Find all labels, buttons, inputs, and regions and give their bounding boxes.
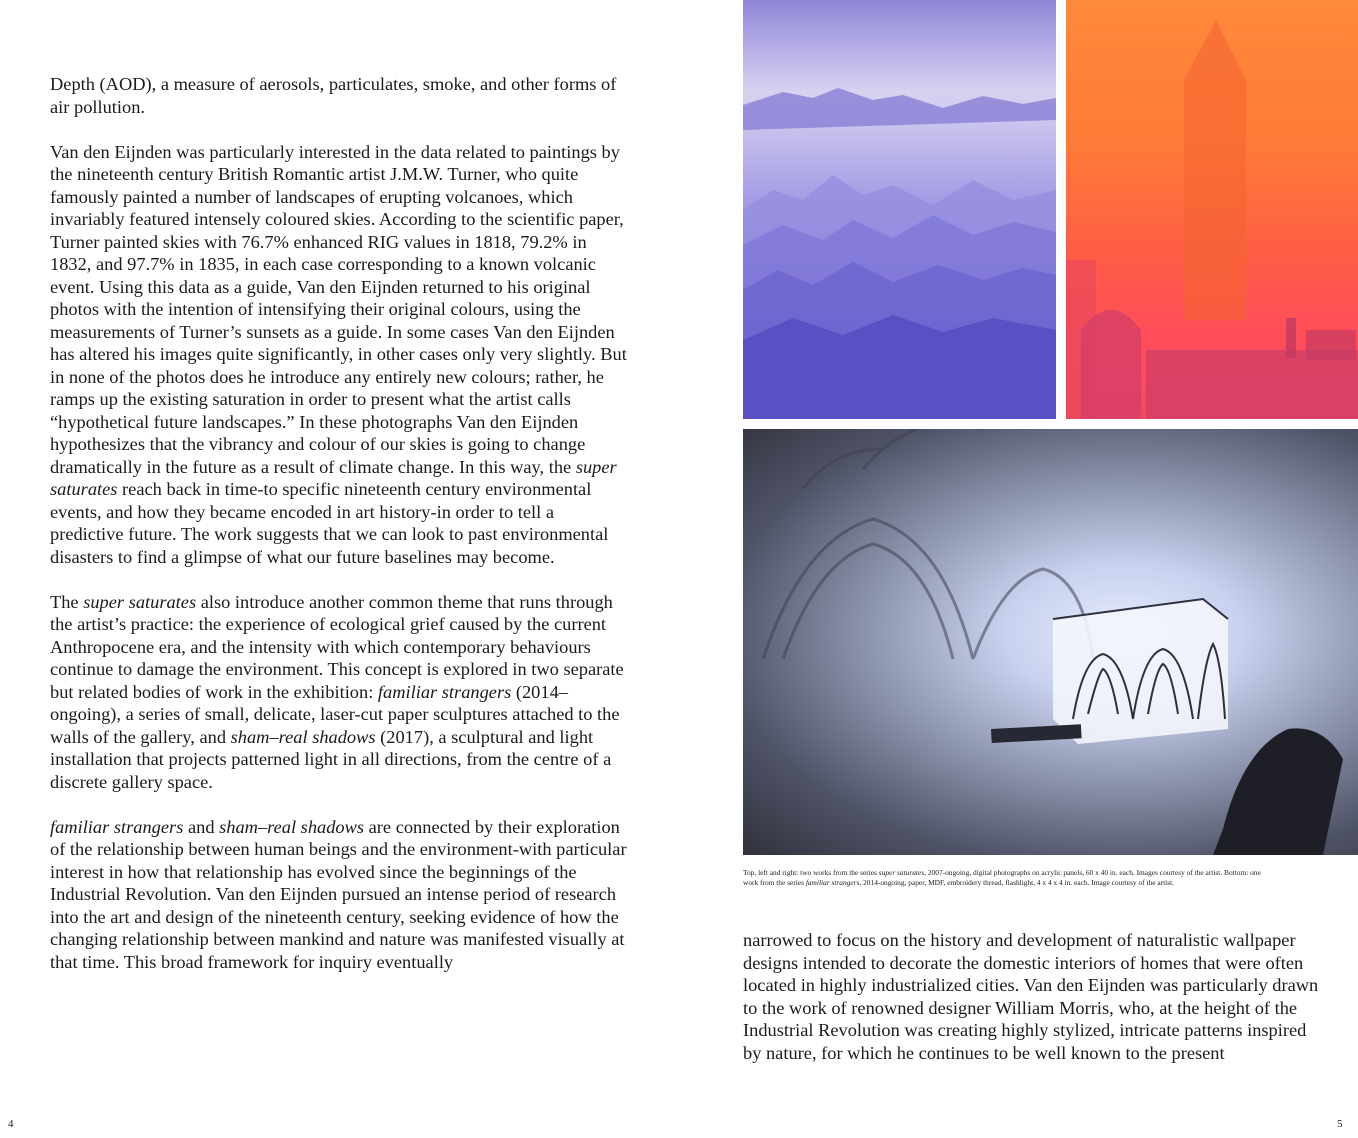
- paragraph-william-morris: narrowed to focus on the history and development of naturalistic wallpaper designs intended to decorate the domestic interiors of homes that were often located in highly industrialized cities. Van den Eijnden was particularly drawn to the work of renowned designer William Morris, who, at the height of the Industrial Revolution was creating highly stylized, intricate patterns inspired by nature, for which he continues to be well known to the present: [743, 930, 1319, 1063]
- paragraph-ecological-grief: The super saturates also introduce another common theme that runs through the artist’s practice: the experience of ecological grief caused by the current Anthropocene era, and the intensity with which contemporary behaviours continue to damage the environment. This concept is explored in two separate but related bodies of work in the exhibition: familiar strangers (2014–ongoing), a series of small, delicate, laser-cut paper sculptures attached to the walls of the gallery, and sham–real shadows (2017), a sculptural and light installation that projects patterned light in all directions, from the centre of a discrete gallery space.: [50, 591, 624, 792]
- image-caption: Top, left and right: two works from the series super saturates, 2007-ongoing, digital photographs on acrylic panels, 60 x 40 in. each. Images courtesy of the artist. Bottom: one work from the series familiar strangers, 2014-ongoing, paper, MDF, embroidery thread, flashlight, 4 x 4 x 4 in. each. Image courtesy of the artist.: [743, 868, 1261, 887]
- paragraph-industrial-revolution: familiar strangers and sham–real shadows are connected by their exploration of the relationship between human beings and the environment-with particular interest in how that relationship has evolved since the beginnings of the Industrial Revolution. Van den Eijnden pursued an intense period of research into the art and design of the nineteenth century, seeking evidence of how the changing relationship between mankind and nature was manifested visually at that time. This broad framework for inquiry eventually: [50, 816, 627, 972]
- city-sunset-photo: [1066, 0, 1358, 419]
- mountain-landscape-photo: [743, 0, 1056, 419]
- laser-cut-lamp-photo: [743, 429, 1358, 855]
- paragraph-turner: Van den Eijnden was particularly interested in the data related to paintings by the nineteenth century British Romantic artist J.M.W. Turner, who quite famously painted a number of landscapes of erupting volcanoes, which invariably featured intensely coloured skies. According to the scientific paper, Turner painted skies with 76.7% enhanced RIG values in 1818, 79.2% in 1832, and 97.7% in 1835, in each case corresponding to a known volcanic event. Using this data as a guide, Van den Eijnden returned to his original photos with the intention of intensifying their original colours, using the measurements of Turner’s sunsets as a guide. In some cases Van den Eijnden has altered his images quite significantly, in other cases only very slightly. But in none of the photos does he introduce any entirely new colours; rather, he ramps up the existing saturation in order to present what the artist calls “hypothetical future landscapes.” In these photographs Van den Eijnden hypothesizes that the vibrancy and colour of our skies is going to change dramatically in the future as a result of climate change. In this way, the super saturates reach back in time-to specific nineteenth century environmental events, and how they became encoded in art history-in order to tell a predictive future. The work suggests that we can look to past environmental disasters to find a glimpse of what our future baselines may become.: [50, 141, 627, 567]
- paragraph-aod: Depth (AOD), a measure of aerosols, particulates, smoke, and other forms of air pollution.: [50, 74, 617, 117]
- right-text-column: [743, 929, 1323, 1087]
- page-number-left: 4: [8, 1118, 14, 1130]
- page-number-right: 5: [1337, 1118, 1343, 1130]
- left-text-column: [50, 73, 630, 996]
